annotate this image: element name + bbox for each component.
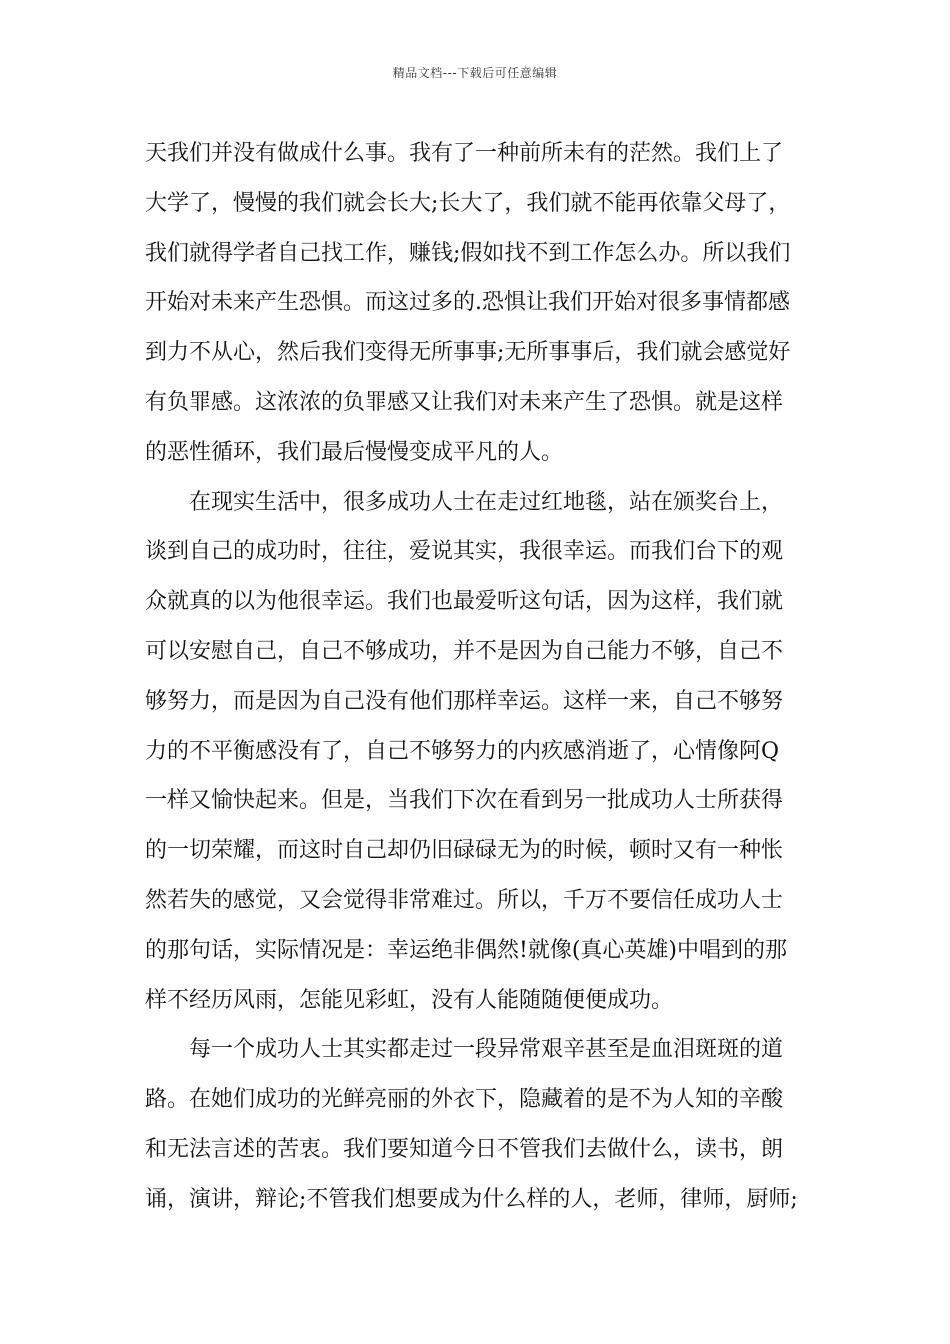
paragraph-start-line: 每一个成功人士其实都走过一段异常艰辛甚至是血泪斑斑的道 bbox=[189, 1037, 784, 1063]
text-line: 的恶性循环，我们最后慢慢变成平凡的人。 bbox=[145, 439, 564, 465]
text-line: 一样又愉快起来。但是，当我们下次在看到另一批成功人士所获得 bbox=[145, 788, 784, 814]
paragraph-start-line: 在现实生活中，很多成功人士在走过红地毯，站在颁奖台上， bbox=[189, 489, 784, 515]
text-line: 有负罪感。这浓浓的负罪感又让我们对未来产生了恐惧。就是这样 bbox=[145, 389, 784, 415]
text-line: 然若失的感觉，又会觉得非常难过。所以，千万不要信任成功人士 bbox=[145, 887, 784, 913]
text-line: 大学了，慢慢的我们就会长大;长大了，我们就不能再依靠父母了， bbox=[145, 190, 791, 216]
text-line: 力的不平衡感没有了，自己不够努力的内疚感消逝了，心情像阿Q bbox=[145, 738, 780, 764]
text-line: 我们就得学者自己找工作，赚钱;假如找不到工作怎么办。所以我们 bbox=[145, 240, 791, 266]
text-line: 众就真的以为他很幸运。我们也最爱听这句话，因为这样，我们就 bbox=[145, 589, 784, 615]
text-line: 的一切荣耀，而这时自己却仍旧碌碌无为的时候，顿时又有一种怅 bbox=[145, 838, 784, 864]
text-line: 和无法言述的苦衷。我们要知道今日不管我们去做什么，读书，朗 bbox=[145, 1136, 784, 1162]
document-body bbox=[145, 129, 809, 1225]
text-line: 天我们并没有做成什么事。我有了一种前所未有的茫然。我们上了 bbox=[145, 141, 784, 166]
text-line: 的那句话，实际情况是：幸运绝非偶然!就像(真心英雄)中唱到的那 bbox=[145, 937, 788, 963]
text-line: 可以安慰自己，自己不够成功，并不是因为自己能力不够，自己不 bbox=[145, 638, 784, 664]
text-line: 开始对未来产生恐惧。而这过多的.恐惧让我们开始对很多事情都感 bbox=[145, 290, 790, 316]
text-line: 谈到自己的成功时，往往，爱说其实，我很幸运。而我们台下的观 bbox=[145, 539, 784, 565]
text-line: 路。在她们成功的光鲜亮丽的外衣下，隐藏着的是不为人知的辛酸 bbox=[145, 1087, 784, 1113]
text-line: 诵，演讲，辩论;不管我们想要成为什么样的人，老师，律师，厨师; bbox=[145, 1186, 798, 1212]
text-line: 样不经历风雨，怎能见彩虹，没有人能随随便便成功。 bbox=[145, 987, 674, 1013]
text-line: 到力不从心，然后我们变得无所事事;无所事事后，我们就会感觉好 bbox=[145, 340, 791, 366]
text-line: 够努力，而是因为自己没有他们那样幸运。这样一来，自己不够努 bbox=[145, 688, 784, 714]
page-header: 精品文档---下载后可任意编辑 bbox=[392, 66, 558, 80]
